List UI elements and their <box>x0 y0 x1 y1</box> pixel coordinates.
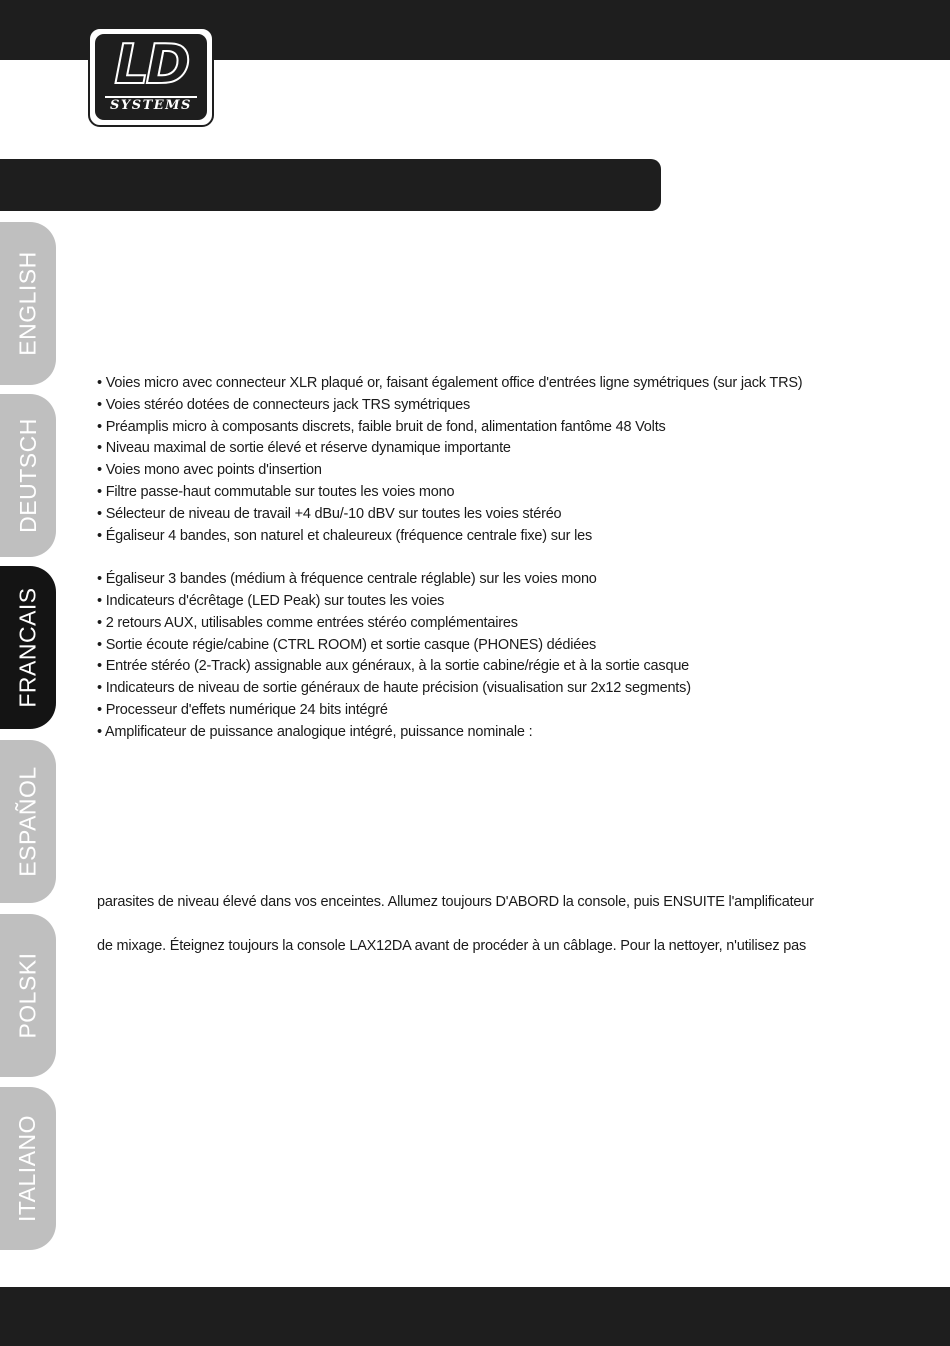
list-item: • Amplificateur de puissance analogique intégré, puissance nominale : <box>97 723 533 740</box>
list-item: • Voies micro avec connecteur XLR plaqué or, faisant également office d'entrées ligne symétriques (sur jack TRS) <box>97 375 803 391</box>
tab-italiano[interactable] <box>0 1087 56 1250</box>
tab-francais-label: FRANCAIS <box>14 587 41 708</box>
feature-list <box>97 373 802 744</box>
list-gap <box>97 547 802 569</box>
list-item: • Niveau maximal de sortie élevé et réserve dynamique importante <box>97 440 511 457</box>
tab-english[interactable] <box>0 222 56 385</box>
paragraph-line: de mixage. Éteignez toujours la console LAX12DA avant de procéder à un câblage. Pour la nettoyer, n'utilisez pas <box>97 938 807 954</box>
tab-italiano-label: ITALIANO <box>14 1114 41 1223</box>
paragraph-line: parasites de niveau élevé dans vos enceintes. Allumez toujours D'ABORD la console, puis ENSUITE l'amplificateur <box>97 894 814 910</box>
tab-deutsch-label: DEUTSCH <box>14 418 41 533</box>
tab-francais[interactable] <box>0 566 56 729</box>
list-item: • Voies stéréo dotées de connecteurs jack TRS symétriques <box>97 396 471 413</box>
logo-sub-text: SYSTEMS <box>110 98 192 113</box>
list-item: • Sélecteur de niveau de travail +4 dBu/-10 dBV sur toutes les voies stéréo <box>97 505 562 522</box>
tab-polski-label: POLSKI <box>14 952 41 1039</box>
list-item: • Indicateurs d'écrêtage (LED Peak) sur toutes les voies <box>97 592 445 609</box>
tab-english-label: ENGLISH <box>14 251 41 356</box>
list-item: • Entrée stéréo (2-Track) assignable aux généraux, à la sortie cabine/régie et à la sortie casque <box>97 658 690 675</box>
tab-deutsch[interactable] <box>0 394 56 557</box>
footer-bar <box>0 1287 950 1346</box>
list-item: • Processeur d'effets numérique 24 bits intégré <box>97 701 388 718</box>
list-item: • Égaliseur 3 bandes (médium à fréquence centrale réglable) sur les voies mono <box>97 571 597 588</box>
list-item: • Indicateurs de niveau de sortie généraux de haute précision (visualisation sur 2x12 segments) <box>97 680 691 697</box>
list-item: • Préamplis micro à composants discrets, faible bruit de fond, alimentation fantôme 48 Volts <box>97 418 666 435</box>
list-item: • Voies mono avec points d'insertion <box>97 462 322 479</box>
section-title-bar <box>0 159 661 211</box>
ld-systems-logo <box>88 27 214 127</box>
tab-espanol-label: ESPAÑOL <box>14 766 41 877</box>
tab-espanol[interactable] <box>0 740 56 903</box>
list-item: • 2 retours AUX, utilisables comme entrées stéréo complémentaires <box>97 614 518 631</box>
list-item: • Filtre passe-haut commutable sur toutes les voies mono <box>97 483 455 500</box>
list-item: • Égaliseur 4 bandes, son naturel et chaleureux (fréquence centrale fixe) sur les <box>97 527 593 544</box>
list-item: • Sortie écoute régie/cabine (CTRL ROOM) et sortie casque (PHONES) dédiées <box>97 636 597 653</box>
logo-brand-text: LD <box>114 33 188 96</box>
tab-polski[interactable] <box>0 914 56 1077</box>
